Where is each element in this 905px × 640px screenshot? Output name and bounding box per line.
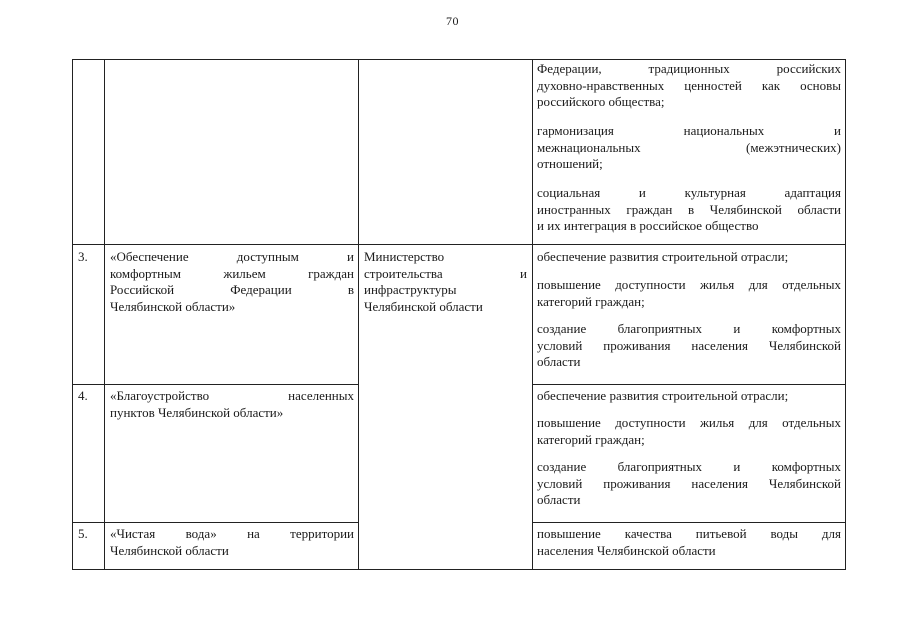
table-border-bottom (72, 569, 846, 570)
goal-text: социальная и культурная адаптация иностранных граждан в Челябинской области и их интеграция в российское общество (537, 185, 841, 233)
column-divider (358, 59, 359, 570)
program-name: «Благоустройство населенных пунктов Челябинской области» (110, 388, 354, 420)
program-table (72, 59, 846, 570)
ministry-name: Министерство строительства и инфраструктуры Челябинской области (364, 249, 527, 314)
goal-text: повышение качества питьевой воды для населения Челябинской области (537, 526, 841, 558)
program-name: «Чистая вода» на территории Челябинской области (110, 526, 354, 558)
row-number: 3. (78, 249, 88, 264)
goal-text: обеспечение развития строительной отрасли; (537, 249, 789, 264)
row-divider (72, 384, 359, 385)
goal-text: создание благоприятных и комфортных условий проживания населения Челябинской области (537, 459, 841, 507)
column-divider (845, 59, 846, 570)
row-number: 5. (78, 526, 88, 541)
column-divider (72, 59, 73, 570)
program-name: «Обеспечение доступным и комфортным жильем граждан Российской Федерации в Челябинской области» (110, 249, 354, 314)
row-divider (72, 244, 846, 245)
goal-text: повышение доступности жилья для отдельных категорий граждан; (537, 415, 841, 447)
goal-text: повышение доступности жилья для отдельных категорий граждан; (537, 277, 841, 309)
goal-text: создание благоприятных и комфортных условий проживания населения Челябинской области (537, 321, 841, 369)
page-number: 70 (446, 14, 459, 28)
row-number: 4. (78, 388, 88, 403)
column-divider (532, 59, 533, 570)
table-border-top (72, 59, 846, 60)
goal-text: гармонизация национальных и межнациональных (межэтнических) отношений; (537, 123, 841, 171)
column-divider (104, 59, 105, 570)
row-divider (532, 384, 846, 385)
row-divider (532, 522, 846, 523)
goal-text: Федерации, традиционных российских духовно-нравственных ценностей как основы российского общества; (537, 61, 841, 109)
goal-text: обеспечение развития строительной отрасли; (537, 388, 789, 403)
row-divider (72, 522, 359, 523)
